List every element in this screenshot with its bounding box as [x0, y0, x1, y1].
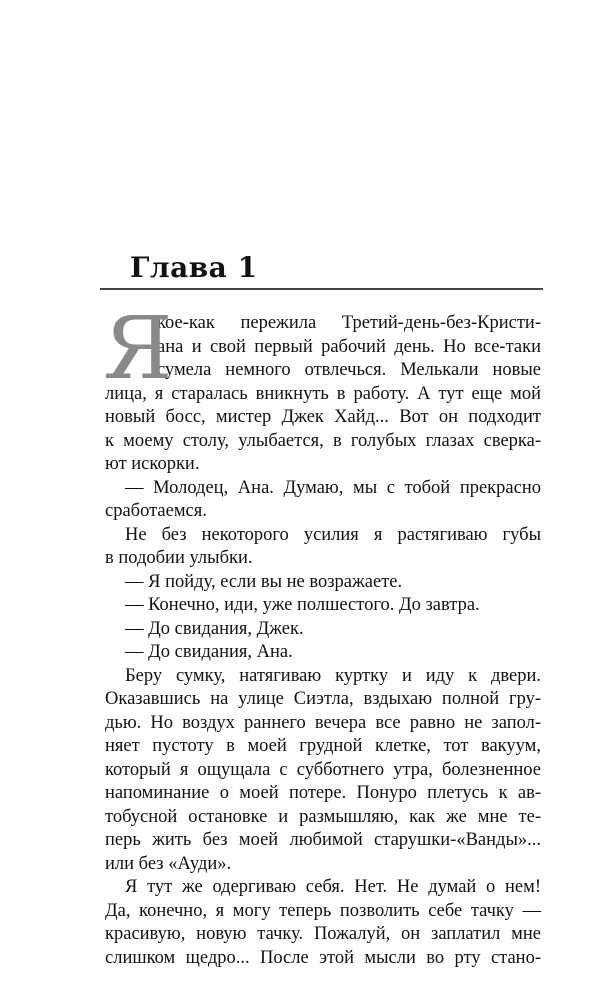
body-line: ана и свой первый рабочий день. Но все-таки [157, 336, 541, 357]
body-line: в подобии улыбки. [105, 548, 253, 568]
body-line: Беру сумку, натягиваю куртку и иду к двери. [125, 665, 541, 686]
body-line: перь жить без моей любимой старушки-«Ванды»... [105, 830, 541, 850]
body-line: — Молодец, Ана. Думаю, мы с тобой прекрасно [125, 477, 541, 498]
dialogue-line: — До свидания, Джек. [125, 618, 304, 639]
body-line: няет пустоту в моей грудной клетке, тот вакуум, [105, 736, 541, 756]
body-line: ют искорки. [105, 454, 200, 474]
body-line: Не без некоторого усилия я растягиваю губы [125, 524, 541, 545]
body-line: к моему столу, улыбается, в голубых глазах сверка- [105, 430, 541, 451]
chapter-title-rule [100, 288, 543, 290]
drop-cap: Я [103, 299, 173, 399]
body-line: дью. Но воздух раннего вечера все равно не запол- [105, 712, 541, 733]
dialogue-line: — До свидания, Ана. [125, 642, 293, 662]
body-line: Оказавшись на улице Сиэтла, вздыхаю полной гру- [105, 689, 541, 709]
body-line: кое-как пережила Третий-день-без-Кристи- [157, 313, 541, 333]
body-line: или без «Ауди». [105, 853, 232, 874]
body-line: красивую, новую тачку. Пожалуй, он заплатил мне [105, 924, 541, 944]
body-line: сработаемся. [105, 501, 207, 521]
dialogue-line: — Я пойду, если вы не возражаете. [125, 571, 403, 592]
body-line: сумела немного отвлечься. Мелькали новые [157, 360, 541, 380]
body-line: тобусной остановке и размышляю, как же мне те- [105, 806, 541, 827]
body-line: новый босс, мистер Джек Хайд... Вот он подходит [105, 407, 541, 427]
body-line: лица, я старалась вникнуть в работу. А тут еще мой [105, 383, 541, 404]
chapter-title: Глава 1 [130, 251, 258, 284]
body-line: Я тут же одергиваю себя. Нет. Не думай о нем! [125, 877, 541, 897]
chapter-body [103, 299, 541, 970]
body-line: который я ощущала с субботнего утра, болезненное [105, 759, 541, 780]
body-line: напоминание о моей потере. Понуро плетусь к ав- [105, 783, 541, 803]
body-line: слишком щедро... После этой мысли во рту стано- [105, 947, 541, 968]
body-line: Да, конечно, я могу теперь позволить себе тачку — [105, 900, 541, 921]
dialogue-line: — Конечно, иди, уже полшестого. До завтра. [125, 595, 480, 615]
